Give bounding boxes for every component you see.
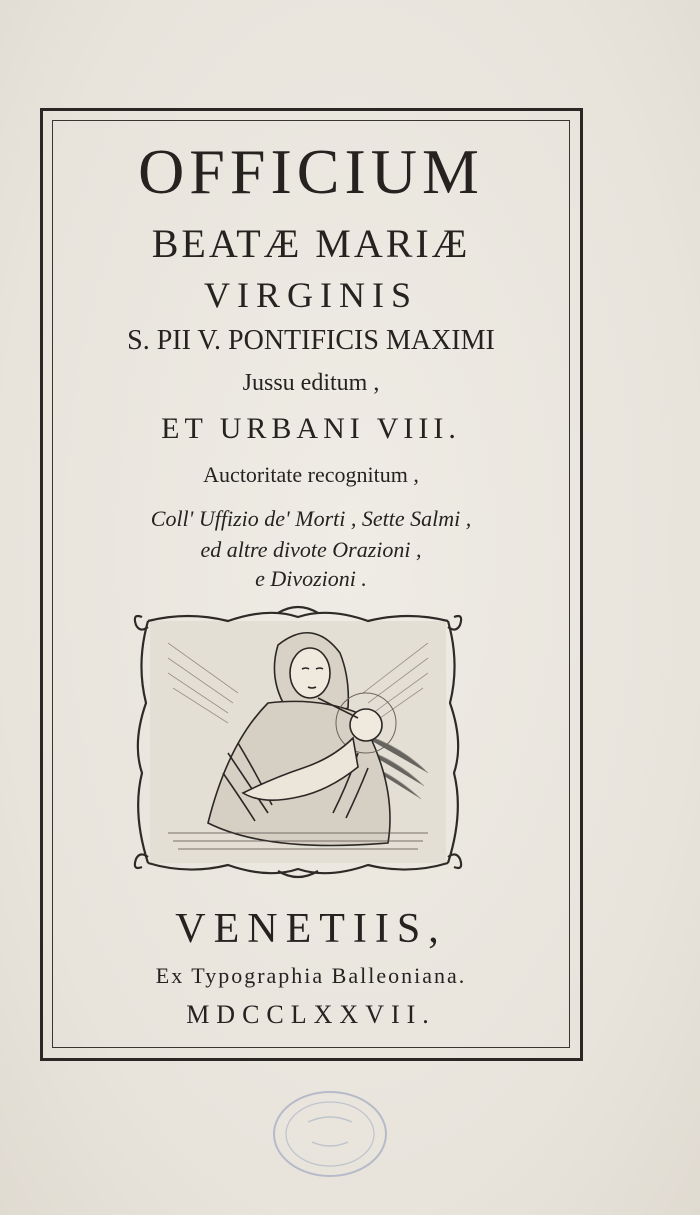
imprint-printer: Ex Typographia Balleoniana.: [155, 963, 467, 988]
subtitle-line-1: BEATÆ MARIÆ: [151, 221, 471, 266]
imprint-city: VENETIIS,: [175, 906, 447, 952]
contents-line-2: ed altre divote Orazioni ,: [200, 537, 422, 562]
imprint-year: MDCCLXXVII.: [186, 1000, 436, 1029]
edited-line: Jussu editum ,: [242, 370, 380, 396]
library-stamp: [268, 1082, 392, 1180]
subtitle-line-2: VIRGINIS: [204, 275, 418, 315]
authority-line: S. PII V. PONTIFICIS MAXIMI: [127, 325, 495, 356]
contents-line-3: e Divozioni .: [255, 566, 367, 591]
madonna-engraving-illustration: [128, 603, 468, 880]
recognized-line: Auctoritate recognitum ,: [203, 462, 419, 487]
contents-line-1: Coll' Uffizio de' Morti , Sette Salmi ,: [150, 506, 472, 531]
pope-line: ET URBANI VIII.: [161, 412, 461, 445]
book-title: OFFICIUM: [138, 136, 484, 207]
